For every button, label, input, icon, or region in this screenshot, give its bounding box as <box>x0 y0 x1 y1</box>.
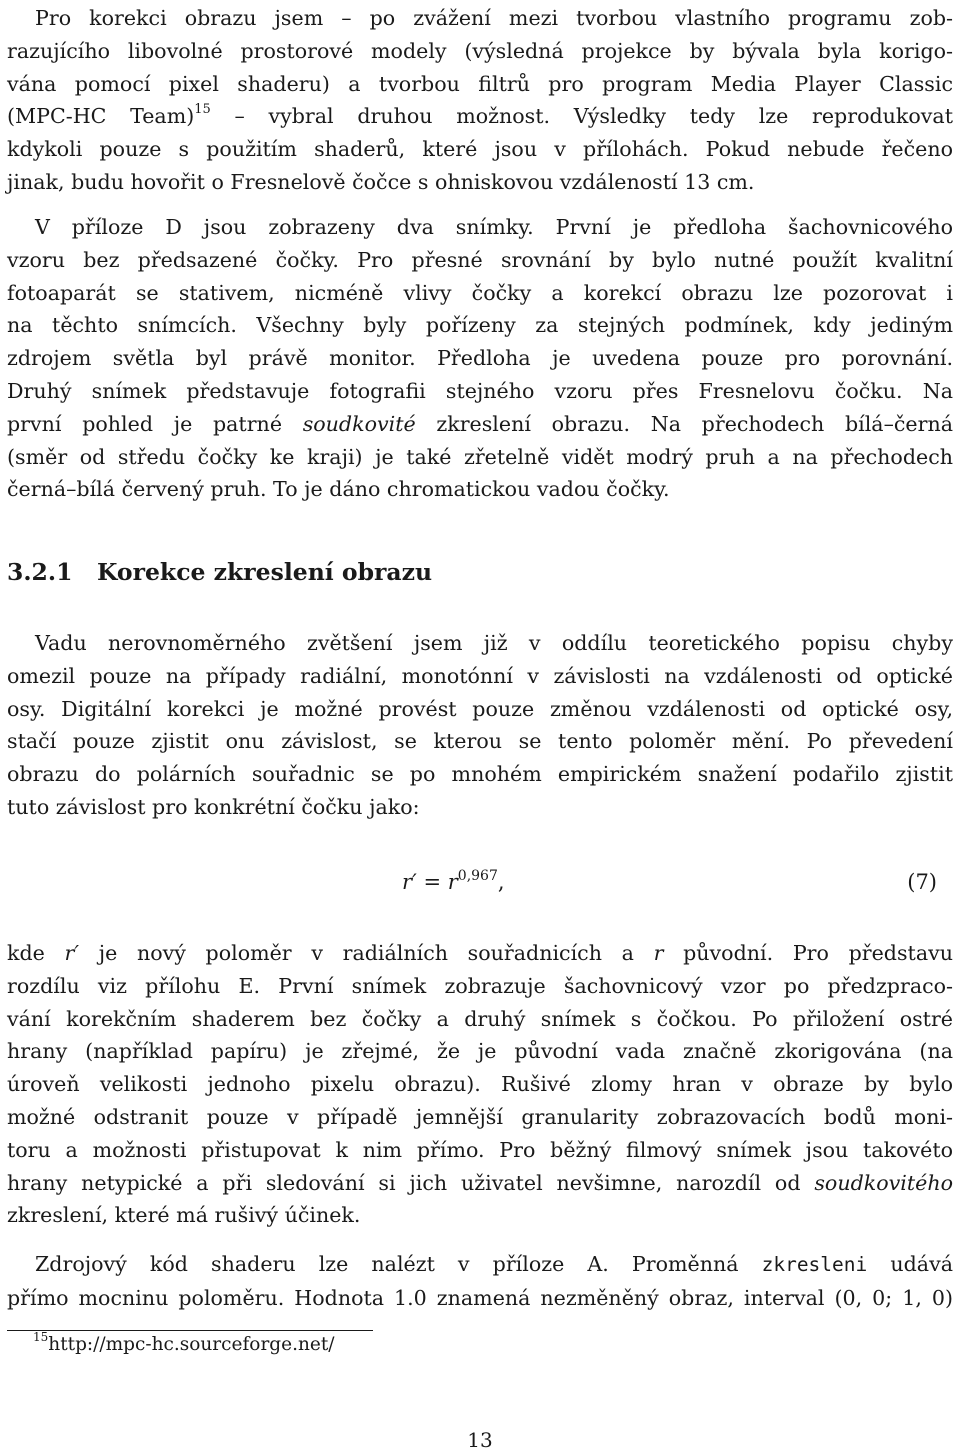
text-line: fotoaparát se stativem, nicméně vlivy čočky a korekcí obrazu lze pozorovat i <box>7 280 953 305</box>
equation-exponent: 0,967 <box>457 868 498 884</box>
text-segment: udává <box>867 1252 953 1276</box>
text-line <box>7 937 953 970</box>
math-var: r <box>653 941 664 965</box>
emphasis: soudkovité <box>302 411 416 436</box>
emphasis: soudkovitého <box>814 1170 953 1195</box>
text-segment: Zdrojový kód shaderu lze nalézt v příloze A. Proměnná <box>35 1252 762 1276</box>
footnote <box>33 1329 335 1355</box>
text-segment: kde <box>7 941 65 965</box>
text-line: vzoru bez předsazené čočky. Pro přesné srovnání by bylo nutné použít kvalitní <box>7 247 953 272</box>
text-line: jinak, budu hovořit o Fresnelově čočce s ohniskovou vzdáleností 13 cm. <box>7 169 755 194</box>
paragraph-5 <box>7 1248 953 1315</box>
text-line: zkreslení, které má rušivý účinek. <box>7 1203 361 1228</box>
footnote-link[interactable]: http://mpc-hc.sourceforge.net/ <box>48 1334 335 1355</box>
paragraph-3 <box>7 627 953 824</box>
text-line: úroveň velikosti jednoho pixelu obrazu). Rušivé zlomy hran v obraze by bylo <box>7 1072 953 1097</box>
text-line: tuto závislost pro konkrétní čočku jako: <box>7 794 420 819</box>
text-line: přímo mocninu poloměru. Hodnota 1.0 znamená nezměněný obraz, interval (0, 0; 1, 0) <box>7 1285 953 1310</box>
text-line: stačí pouze zjistit onu závislost, se kterou se tento poloměr mění. Po převedení <box>7 729 953 754</box>
text-line: rozdílu viz přílohu E. První snímek zobrazuje šachovnicový vzor po předzpraco- <box>7 973 953 998</box>
text-line: zdrojem světla byl právě monitor. Předloha je uvedena pouze pro porovnání. <box>7 346 953 371</box>
math-var: r′ <box>64 941 80 965</box>
text-line <box>7 1248 953 1282</box>
text-line: černá–bílá červený pruh. To je dáno chromatickou vadou čočky. <box>7 477 670 502</box>
equation-lhs: r′ = r <box>402 870 458 894</box>
text-line: osy. Digitální korekci je možné provést pouze změnou vzdálenosti od optické osy, <box>7 696 953 721</box>
text-line: vání korekčním shaderem bez čočky a druhý snímek s čočkou. Po přiložení ostré <box>7 1006 953 1031</box>
text-segment: – vybral druhou možnost. Výsledky tedy lze reprodukovat <box>210 104 953 129</box>
text-line: Druhý snímek představuje fotografii stejného vzoru přes Fresnelovu čočku. Na <box>7 378 953 403</box>
text-line <box>7 1167 953 1200</box>
footnote-mark: 15 <box>33 1329 49 1344</box>
text-line <box>7 100 953 133</box>
paragraph-4 <box>7 937 953 1232</box>
text-segment: původní. Pro představu <box>663 941 953 965</box>
text-line: Vadu nerovnoměrného zvětšení jsem již v oddílu teoretického popisu chyby <box>35 631 953 655</box>
text-line: vána pomocí pixel shaderu) a tvorbou filtrů pro program Media Player Classic <box>7 71 953 96</box>
text-line: na těchto snímcích. Všechny byly pořízeny za stejných podmínek, kdy jediným <box>7 313 953 338</box>
paragraph-1 <box>7 2 953 199</box>
text-segment: hrany netypické a při sledování si jich uživatel nevšimne, narozdíl od <box>7 1170 815 1195</box>
text-segment: je nový poloměr v radiálních souřadnicích a <box>79 941 654 965</box>
text-line: možné odstranit pouze v případě jemnější granularity zobrazovacích bodů moni- <box>7 1104 953 1129</box>
text-line: V příloze D jsou zobrazeny dva snímky. První je předloha šachovnicového <box>35 215 953 239</box>
page-number: 13 <box>467 1428 493 1452</box>
equation <box>402 870 505 894</box>
text-line: obrazu do polárních souřadnic se po mnohém empirickém snažení podařilo zjistit <box>7 762 953 787</box>
text-line: hrany (například papíru) je zřejmé, že je původní vada značně zkorigována (na <box>7 1039 953 1064</box>
text-line: kdykoli pouze s použitím shaderů, které jsou v přílohách. Pokud nebude řečeno <box>7 137 953 162</box>
text-line: razujícího libovolné prostorové modely (výsledná projekce by bývala byla korigo- <box>7 38 953 63</box>
equation-number: (7) <box>907 870 937 894</box>
text-segment: zkreslení obrazu. Na přechodech bílá–černá <box>415 411 953 436</box>
text-segment: první pohled je patrné <box>7 411 303 436</box>
equation-tail: , <box>497 870 505 894</box>
text-line: toru a možnosti přistupovat k nim přímo. Pro běžný filmový snímek jsou takovéto <box>7 1137 953 1162</box>
text-line: omezil pouze na případy radiální, monotónní v závislosti na vzdálenosti od optické <box>7 663 953 688</box>
text-line: (směr od středu čočky ke kraji) je také zřetelně vidět modrý pruh a na přechodech <box>7 444 953 469</box>
text-line <box>7 408 953 441</box>
footnote-ref: 15 <box>194 101 211 117</box>
footnote-rule <box>7 1330 373 1331</box>
code-variable: zkresleni <box>761 1253 868 1276</box>
section-heading <box>7 558 432 586</box>
section-title: Korekce zkreslení obrazu <box>97 558 433 586</box>
text-line: Pro korekci obrazu jsem – po zvážení mezi tvorbou vlastního programu zob- <box>35 6 953 30</box>
section-number: 3.2.1 <box>7 558 73 586</box>
paragraph-2 <box>7 211 953 506</box>
text-segment: (MPC-HC Team) <box>7 104 195 129</box>
